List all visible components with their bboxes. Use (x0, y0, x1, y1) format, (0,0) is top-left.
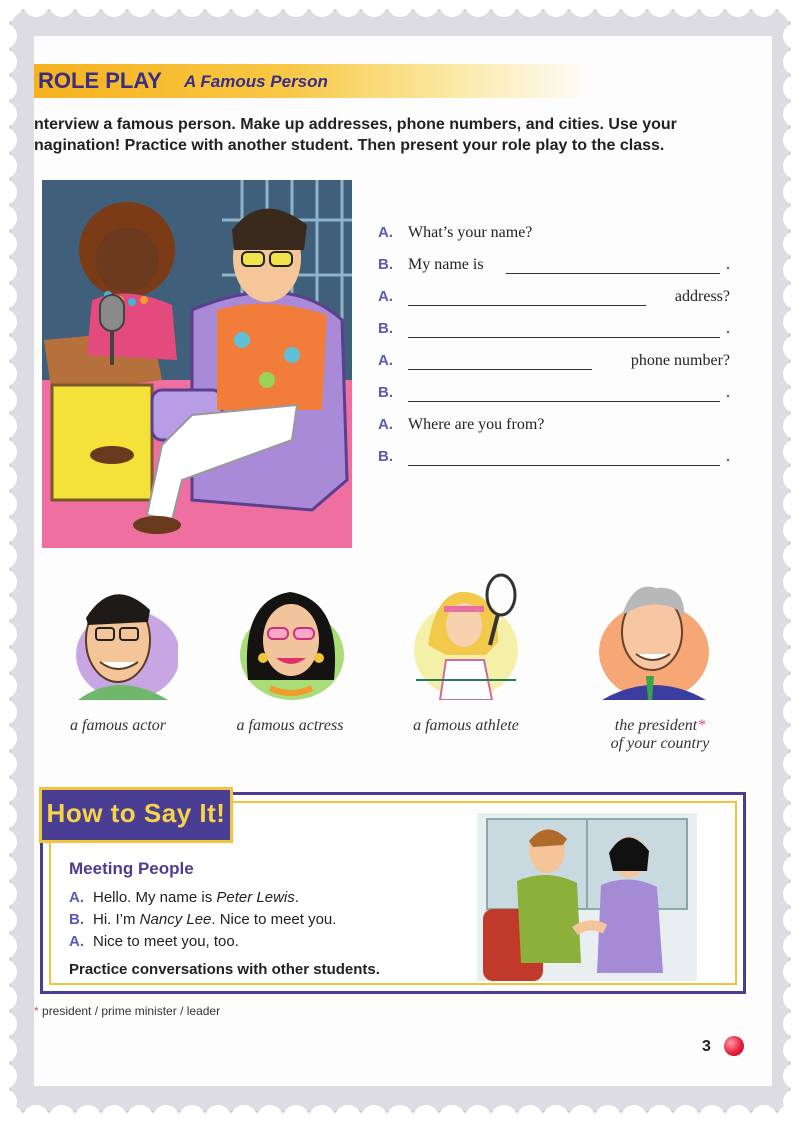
speaker-label: A. (69, 933, 84, 950)
speaker-label: B. (378, 384, 393, 401)
conversation-text: Hello. My name is (93, 889, 217, 906)
page-marker-dot (724, 1036, 744, 1056)
speaker-label: B. (378, 448, 393, 465)
dialogue-line (378, 256, 730, 280)
footnote-asterisk: * (697, 717, 706, 734)
answer-blank[interactable] (408, 465, 720, 466)
interview-illustration (42, 180, 352, 548)
dialogue-line (378, 416, 730, 440)
conversation-text-end: . (294, 889, 299, 906)
speaker-label: A. (378, 416, 393, 433)
speaker-label: A. (378, 352, 393, 369)
answer-blank[interactable] (506, 273, 720, 274)
badge-label: How to Say It! (46, 798, 226, 828)
dialogue-tail: phone number? (630, 352, 730, 369)
speaker-label: A. (69, 889, 84, 906)
speaker-label: B. (69, 911, 84, 928)
dialogue-line (378, 288, 730, 312)
president-portrait (594, 570, 714, 700)
dialogue-line (378, 352, 730, 376)
footnote-text: president / prime minister / leader (42, 1004, 221, 1018)
conversation-line (69, 931, 336, 953)
instructions (34, 114, 724, 156)
actress-portrait (230, 570, 350, 700)
conversation-text: Nice to meet you, too. (93, 933, 239, 950)
box-title: Meeting People (69, 859, 194, 878)
answer-blank[interactable] (408, 305, 646, 306)
page-number: 3 (702, 1038, 711, 1055)
conversation-text: Hi. I’m (93, 911, 140, 928)
meeting-illustration (477, 813, 697, 981)
line-end-period: . (726, 384, 730, 401)
caption-president-line-2: of your country (610, 735, 710, 752)
dialogue-text: What’s your name? (408, 224, 533, 241)
conversation-name: Peter Lewis (216, 889, 295, 906)
line-end-period: . (726, 320, 730, 337)
instructions-line-2: nagination! Practice with another student. Then present your role play to the class. (34, 137, 665, 154)
sample-conversation (69, 887, 336, 953)
workbook-page (34, 36, 772, 1086)
caption-actress: a famous actress (236, 717, 344, 734)
conversation-line (69, 909, 336, 931)
speaker-label: B. (378, 256, 393, 273)
footnote (34, 1004, 220, 1018)
speaker-label: A. (378, 224, 393, 241)
dialogue-text: Where are you from? (408, 416, 545, 433)
section-header (34, 64, 594, 98)
athlete-portrait (406, 570, 526, 700)
conversation-text-end: . Nice to meet you. (211, 911, 337, 928)
line-end-period: . (726, 448, 730, 465)
dialogue-line (378, 320, 730, 344)
dialogue-line (378, 384, 730, 408)
speaker-label: A. (378, 288, 393, 305)
instructions-line-1: nterview a famous person. Make up addresses, phone numbers, and cities. Use your (34, 116, 677, 133)
section-subtitle: A Famous Person (184, 72, 328, 91)
conversation-line (69, 887, 336, 909)
speaker-label: B. (378, 320, 393, 337)
answer-blank[interactable] (408, 369, 592, 370)
caption-president-line-1: the president (614, 717, 698, 734)
line-end-period: . (726, 256, 730, 273)
actor-portrait (58, 570, 178, 700)
answer-blank[interactable] (408, 401, 720, 402)
answer-blank[interactable] (408, 337, 720, 338)
dialogue-line (378, 224, 730, 248)
dialogue-text: My name is (408, 256, 484, 273)
caption-athlete: a famous athlete (413, 717, 519, 734)
caption-actor: a famous actor (70, 717, 166, 734)
how-to-say-it-badge (39, 787, 233, 843)
dialogue-tail: address? (674, 288, 730, 305)
how-to-say-it-box (40, 792, 746, 994)
caption-president (580, 717, 740, 753)
dialogue-line (378, 448, 730, 472)
practice-instruction: Practice conversations with other students. (69, 961, 380, 978)
conversation-name: Nancy Lee (139, 911, 212, 928)
footnote-marker: * (34, 1004, 39, 1018)
section-title: ROLE PLAY (38, 68, 162, 93)
